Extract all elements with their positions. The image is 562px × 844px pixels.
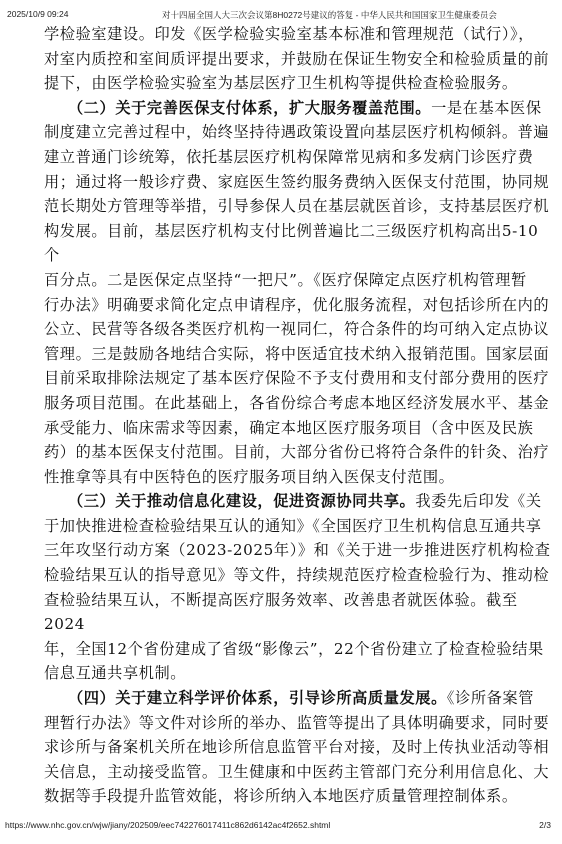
paragraph-text: 学检验室建设。印发《医学检验实验室基本标准和管理规范（试行）》， 对室内质控和室间质评提出要求，并鼓励在保证生物安全和检验质量的前 提下，由医学检验实验室为基层医疗卫生机构等提供检查检验服务。 (44, 25, 550, 93)
print-date: 2025/10/9 09:24 (7, 9, 69, 19)
paragraph-text: 一是在基本医保 制度建立完善过程中，始终坚持待遇政策设置向基层医疗机构倾斜。普遍 建立普通门诊统筹，依托基层医疗机构保障常见病和多发病门诊医疗费 用；通过将一般诊疗费、家庭医生签约服务费纳入医保支付范围，协同规 范长期处方管理等举措，引导参保人员在基层就医首诊，支持基层医疗机 构发展。目前，基层医疗机构支付比例普遍比二三级医疗机构高出5-10个 百分点。二是医保定点坚持“一把尺”。《医疗保障定点医疗机构管理暂 行办法》明确要求简化定点申请程序，优化服务流程，对包括诊所在内的 公立、民营等各级各类医疗机构一视同仁，符合条件的均可纳入定点协议 管理。三是鼓励各地结合实际，将中医适宜技术纳入报销范围。国家层面 目前采取排除法规定了基本医疗保险不予支付费用和支付部分费用的医疗 服务项目范围。在此基础上，各省份综合考虑本地区经济发展水平、基金 承受能力、临床需求等因素，确定本地区医疗服务项目（含中医及民族 药）的基本医保支付范围。目前，大部分省份已将符合条件的针灸、治疗 性推拿等具有中医特色的医疗服务项目纳入医保支付范围。 (44, 98, 550, 486)
paragraph-informatization (44, 489, 552, 686)
paragraph-medical-insurance (44, 96, 552, 490)
paragraph-lead: （三）关于推动信息化建设，促进资源协同共享。 (44, 492, 416, 511)
print-page-title: 对十四届全国人大三次会议第8H0272号建议的答复 - 中华人民共和国国家卫生健康委员会 (162, 10, 497, 20)
paragraph-text: 我委先后印发《关 于加快推进检查检验结果互认的通知》《全国医疗卫生机构信息互通共享 三年攻坚行动方案（2023-2025年）》和《关于进一步推进医疗机构检查 检验结果互认的指导意见》等文件，持续规范医疗检查检验行为、推动检 查检验结果互认，不断提高医疗服务效率、改善患者就医体验。截至2024 年，全国12个省份建成了省级“影像云”，22个省份建立了检查检验结果 信息互通共享机制。 (44, 492, 551, 683)
paragraph-lead: （二）关于完善医保支付体系，扩大服务覆盖范围。 (44, 98, 432, 117)
page-number: 2/3 (539, 820, 551, 830)
print-url: https://www.nhc.gov.cn/wjw/jiany/202509/eec742276017411c862d6142ac4f2652.shtml (5, 820, 331, 830)
paragraph-intro (44, 22, 552, 96)
paragraph-evaluation (44, 686, 552, 809)
paragraph-lead: （四）关于建立科学评价体系，引导诊所高质量发展。 (44, 689, 447, 708)
paragraph-text: 《诊所备案管 理暂行办法》等文件对诊所的举办、监管等提出了具体明确要求，同时要 求诊所与备案机关所在地诊所信息监管平台对接，及时上传执业活动等相 关信息，主动接受监管。卫生健康和中医药主管部门充分利用信息化、大 数据等手段提升监管效能，将诊所纳入本地医疗质量管理控制体系。 (44, 689, 550, 806)
document-body (44, 22, 552, 809)
